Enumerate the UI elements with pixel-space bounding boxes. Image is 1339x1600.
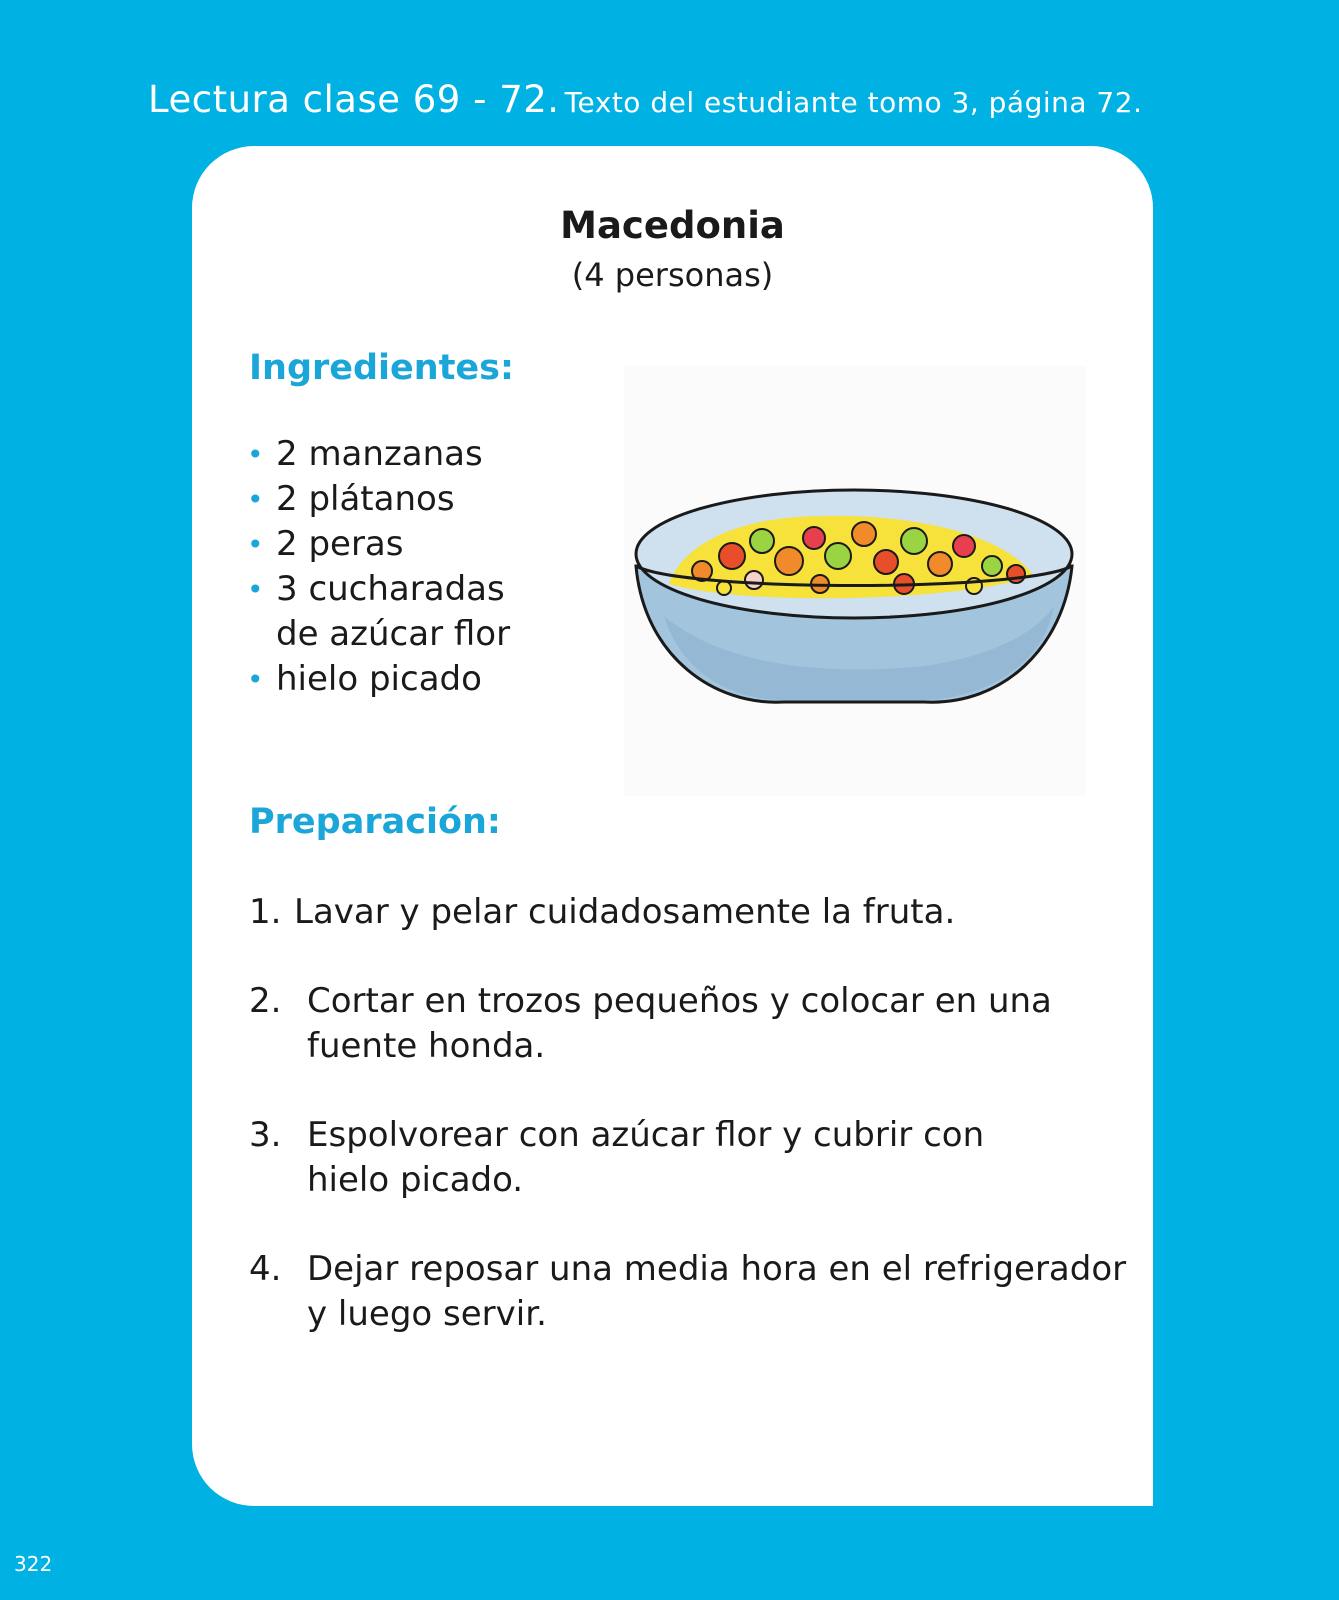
list-item — [249, 1247, 1129, 1337]
list-item — [247, 432, 510, 477]
page-number: 322 — [14, 1552, 53, 1576]
step-text-continued: hielo picado. — [307, 1160, 524, 1200]
step-text: Cortar en trozos pequeños y colocar en una — [307, 981, 1052, 1021]
bullet-icon: • — [247, 438, 264, 471]
list-item — [249, 979, 1129, 1069]
ingredient-text: 2 peras — [276, 524, 404, 564]
list-item — [247, 657, 510, 702]
ingredient-text: hielo picado — [276, 659, 482, 699]
recipe-card — [192, 146, 1153, 1506]
ingredient-text-continued: de azúcar flor — [276, 614, 511, 654]
ingredient-text: 3 cucharadas — [276, 569, 505, 609]
ingredients-heading: Ingredientes: — [249, 348, 514, 388]
recipe-title: Macedonia — [560, 204, 785, 247]
page-header — [148, 78, 1142, 121]
list-item — [249, 890, 1129, 935]
bullet-icon: • — [247, 573, 264, 606]
recipe-servings: (4 personas) — [571, 256, 774, 294]
list-item — [247, 567, 510, 657]
step-text-continued: fuente honda. — [307, 1026, 546, 1066]
ingredient-text: 2 plátanos — [276, 479, 455, 519]
ingredient-text: 2 manzanas — [276, 434, 483, 474]
bullet-icon: • — [247, 483, 264, 516]
step-text: Lavar y pelar cuidadosamente la fruta. — [294, 892, 956, 932]
step-text: Dejar reposar una media hora en el refrigerador — [307, 1249, 1127, 1289]
bullet-icon: • — [247, 528, 264, 561]
step-number: 3. — [249, 1115, 282, 1155]
lesson-label: Lectura clase 69 - 72. — [148, 78, 560, 121]
list-item — [247, 522, 510, 567]
ingredients-list — [247, 432, 510, 702]
step-number: 1. — [249, 892, 282, 932]
preparation-steps — [249, 890, 1129, 1381]
list-item — [247, 477, 510, 522]
fruit-salad-bowl-illustration — [624, 366, 1086, 796]
preparation-heading: Preparación: — [249, 802, 501, 842]
bullet-icon: • — [247, 663, 264, 696]
step-text: Espolvorear con azúcar flor y cubrir con — [307, 1115, 985, 1155]
step-text-continued: y luego servir. — [307, 1294, 547, 1334]
step-number: 4. — [249, 1249, 282, 1289]
source-label: Texto del estudiante tomo 3, página 72. — [564, 86, 1143, 119]
list-item — [249, 1113, 1129, 1203]
step-number: 2. — [249, 981, 282, 1021]
